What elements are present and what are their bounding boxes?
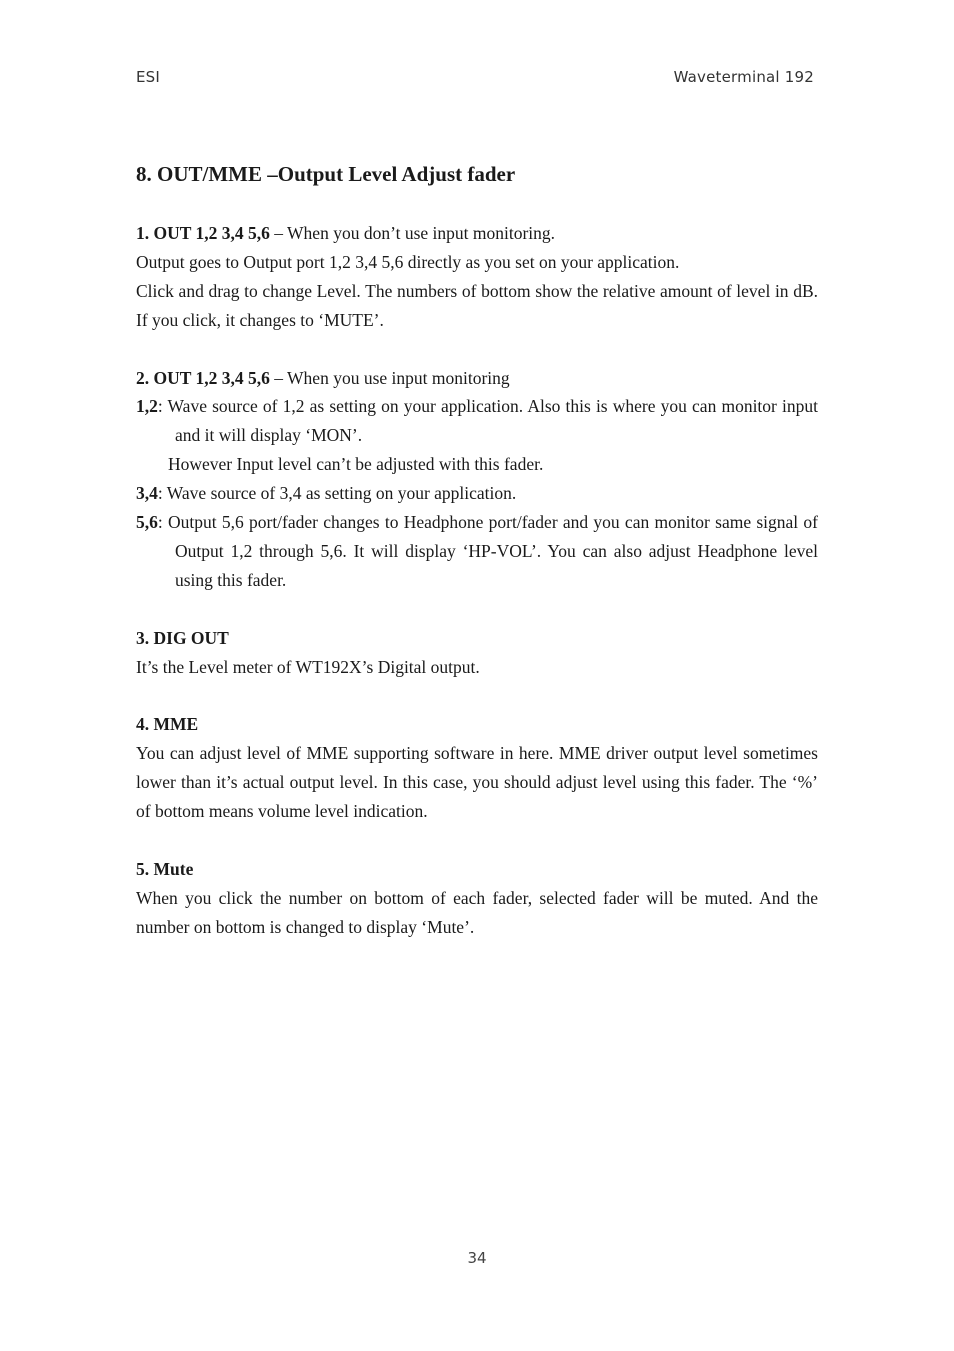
s5-heading (136, 855, 818, 884)
s2-item-12-text: : Wave source of 1,2 as setting on your application. Also this is where you can monitor input and it will display ‘MON’. (157, 396, 818, 446)
s2-item-12-key: 1,2 (136, 396, 158, 417)
page-number: 34 (467, 1249, 487, 1267)
s2-item-56-key: 5,6 (136, 512, 158, 533)
s3-heading-bold: 3. DIG OUT (136, 627, 229, 648)
s5-heading-bold: 5. Mute (136, 858, 194, 879)
s1-line2: Click and drag to change Level. The numbers of bottom show the relative amount of level in dB. If you click, it changes to ‘MUTE’. (136, 280, 818, 330)
header-right: Waveterminal 192 (673, 68, 814, 86)
s1-heading (136, 219, 818, 248)
s4-heading (136, 710, 818, 739)
s3-text: It’s the Level meter of WT192X’s Digital output. (136, 656, 480, 677)
s2-item-34-text: : Wave source of 3,4 as setting on your application. (157, 483, 517, 504)
s2-item-34 (136, 479, 818, 508)
s2-item-56-text: : Output 5,6 port/fader changes to Headphone port/fader and you can monitor same signal of Output 1,2 through 5,6. It will display ‘HP-VOL’. You can also adjust Headphone level using this fader. (157, 512, 818, 590)
s2-heading (136, 364, 818, 393)
s2-heading-bold: 2. OUT 1,2 3,4 5,6 (136, 367, 270, 388)
s3-heading (136, 624, 818, 653)
header-left: ESI (136, 68, 161, 86)
s1-line1: Output goes to Output port 1,2 3,4 5,6 directly as you set on your application. (136, 251, 680, 272)
s4-heading-bold: 4. MME (136, 714, 199, 735)
s5-text: When you click the number on bottom of each fader, selected fader will be muted. And the number on bottom is changed to display ‘Mute’. (136, 887, 818, 937)
s1-heading-rest: – When you don’t use input monitoring. (269, 223, 556, 243)
page-content (136, 158, 818, 942)
s2-item-56 (136, 508, 818, 595)
s4-text: You can adjust level of MME supporting software in here. MME driver output level sometimes lower than it’s actual output level. In this case, you should adjust level using this fader. The ‘%’ of bottom means volume level indication. (136, 743, 818, 822)
s2-item-12-note: However Input level can’t be adjusted with this fader. (168, 454, 544, 475)
s2-item-12 (136, 392, 818, 450)
s1-heading-bold: 1. OUT 1,2 3,4 5,6 (136, 223, 270, 243)
s2-item-34-key: 3,4 (136, 483, 158, 504)
section-title: 8. OUT/MME –Output Level Adjust fader (136, 162, 516, 186)
s2-heading-rest: – When you use input monitoring (269, 367, 510, 388)
